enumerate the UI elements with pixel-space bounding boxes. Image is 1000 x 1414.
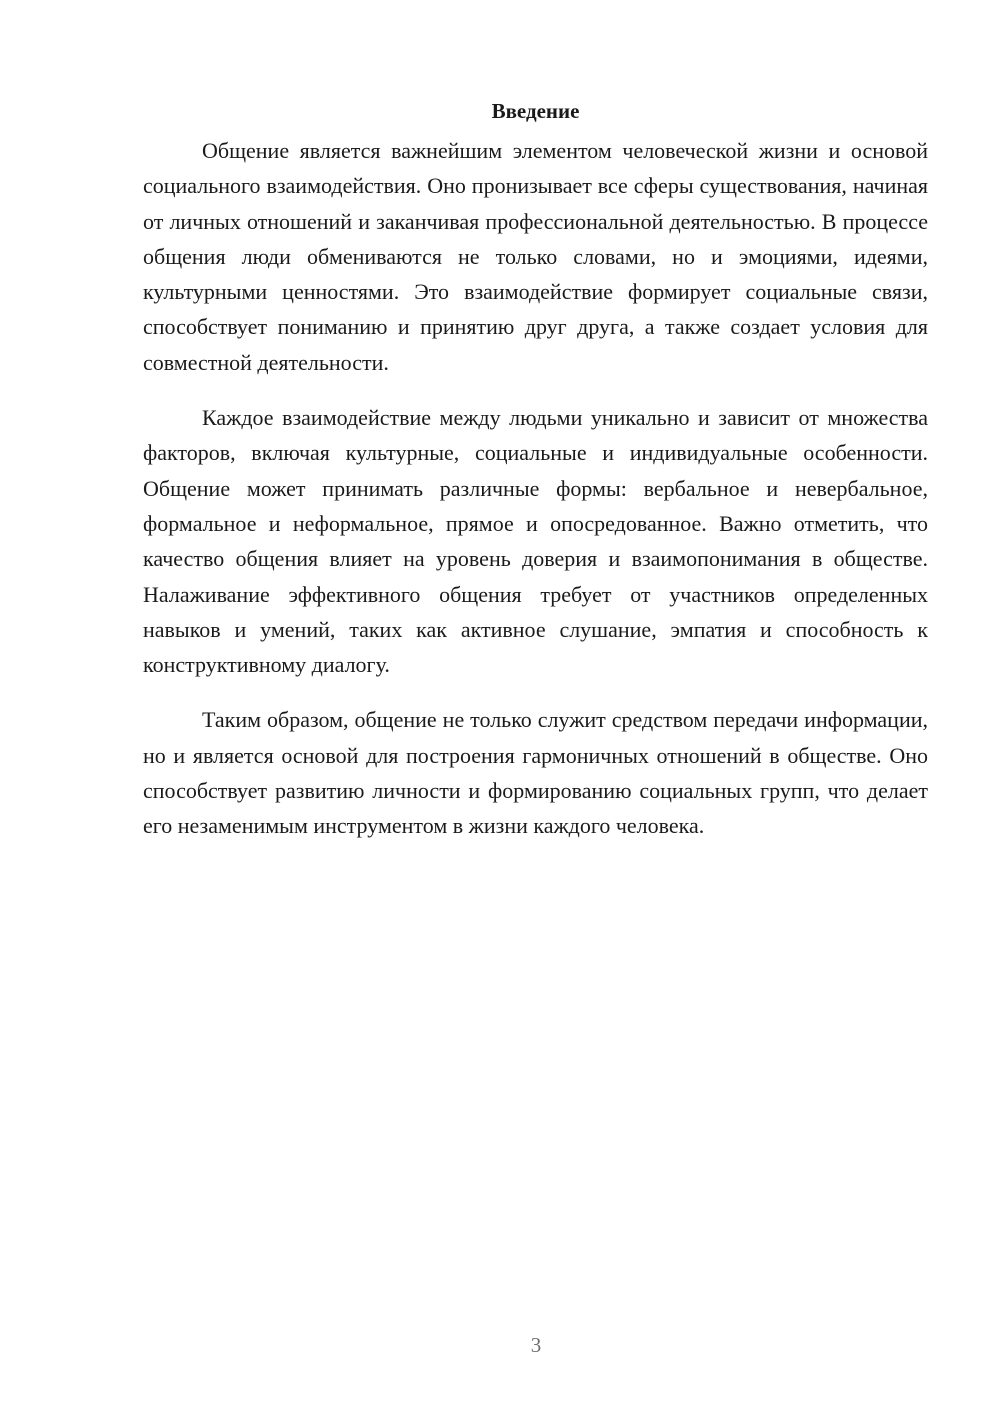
paragraph-3: Таким образом, общение не только служит средством передачи информации, но и является основой для построения гармоничных отношений в обществе. Оно способствует развитию личности и формированию социальных групп, что делает его незаменимым инструментом в жизни каждого человека. bbox=[143, 707, 928, 839]
paragraph-2: Каждое взаимодействие между людьми уникально и зависит от множества факторов, включая культурные, социальные и индивидуальные особенности. Общение может принимать различные формы: вербальное и невербальное, формальное и неформальное, прямое и опосредованное. Важно отметить, что качество общения влияет на уровень доверия и взаимопонимания в обществе. Налаживание эффективного общения требует от участников определенных навыков и умений, таких как активное слушание, эмпатия и способность к конструктивному диалогу. bbox=[143, 405, 928, 678]
page-number: 3 bbox=[530, 1333, 542, 1357]
paragraph-1: Общение является важнейшим элементом человеческой жизни и основой социального взаимодействия. Оно пронизывает все сферы существования, начиная от личных отношений и заканчивая профессиональной деятельностью. В процессе общения люди обмениваются не только словами, но и эмоциями, идеями, культурными ценностями. Это взаимодействие формирует социальные связи, способствует пониманию и принятию друг друга, а также создает условия для совместной деятельности. bbox=[143, 138, 928, 375]
page-content bbox=[143, 95, 928, 864]
section-title: Введение bbox=[491, 99, 580, 123]
